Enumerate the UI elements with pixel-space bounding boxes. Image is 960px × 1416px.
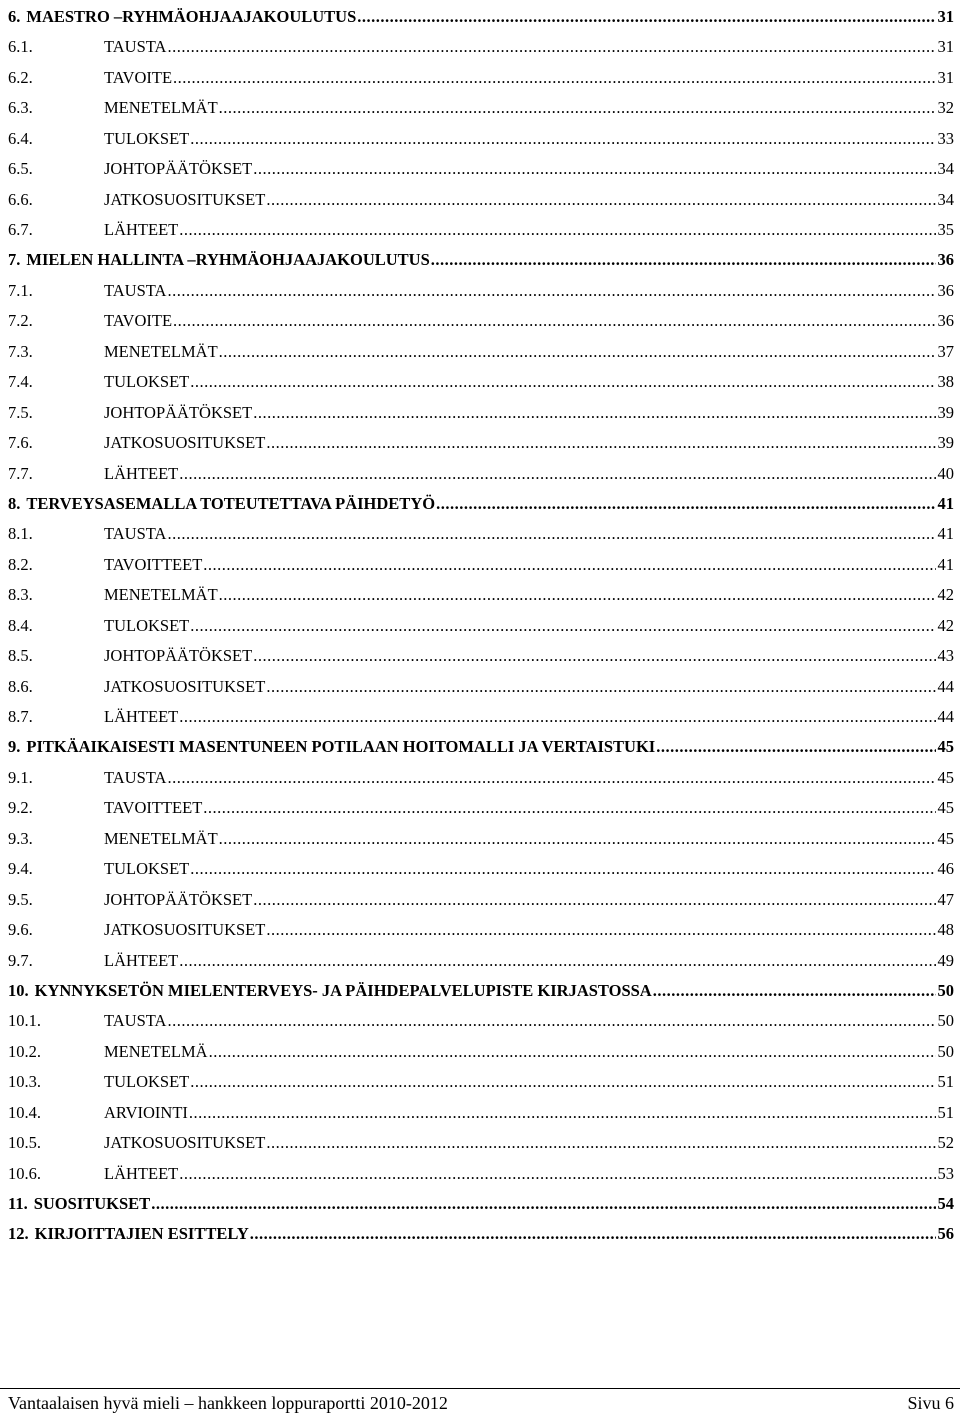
toc-entry-page: 53: [937, 1163, 954, 1183]
toc-section-entry[interactable]: [8, 639, 954, 669]
toc-entry-title: TULOKSET: [104, 128, 190, 148]
toc-entry-title: LÄHTEET: [104, 220, 179, 239]
toc-entry-title: MIELEN HALLINTA –RYHMÄOHJAAJAKOULUTUS: [26, 250, 430, 270]
toc-entry-page: 45: [937, 798, 954, 818]
toc-section-entry[interactable]: [8, 913, 954, 943]
toc-chapter-entry[interactable]: [8, 1218, 954, 1248]
toc-section-entry[interactable]: [8, 852, 954, 882]
toc-section-entry[interactable]: [8, 304, 954, 334]
toc-dot-leader: [202, 800, 935, 817]
toc-dot-leader: [189, 618, 935, 635]
toc-entry-page: 46: [937, 859, 954, 879]
toc-dot-leader: [150, 1196, 935, 1213]
toc-dot-leader: [218, 831, 936, 848]
toc-section-entry[interactable]: [8, 396, 954, 426]
toc-entry-number: 6.7.: [8, 220, 33, 239]
toc-entry-page: 51: [937, 1072, 954, 1092]
toc-dot-leader: [435, 496, 935, 513]
toc-entry-page: 54: [937, 1194, 954, 1213]
toc-entry-page: 42: [937, 585, 954, 605]
toc-dot-leader: [252, 892, 935, 909]
toc-entry-page: 36: [937, 280, 954, 300]
toc-section-entry[interactable]: [8, 365, 954, 395]
toc-section-entry[interactable]: [8, 426, 954, 456]
toc-entry-number: 9.1.: [8, 767, 33, 787]
toc-section-entry[interactable]: [8, 457, 954, 487]
toc-entry-title: MAESTRO –RYHMÄOHJAAJAKOULUTUS: [26, 6, 357, 26]
toc-entry-title: LÄHTEET: [104, 707, 179, 726]
toc-section-entry[interactable]: [8, 1065, 954, 1095]
toc-entry-title: MENETELMÄT: [104, 585, 218, 605]
toc-entry-number: 8.3.: [8, 585, 33, 605]
toc-entry-title: TAUSTA: [104, 524, 167, 544]
toc-entry-number: 7.1.: [8, 280, 33, 300]
toc-entry-number: 6.: [8, 6, 21, 26]
toc-entry-title: JATKOSUOSITUKSET: [104, 676, 266, 696]
toc-entry-page: 48: [937, 920, 954, 940]
toc-entry-title: JATKOSUOSITUKSET: [104, 920, 266, 940]
toc-dot-leader: [265, 192, 935, 209]
toc-dot-leader: [172, 70, 935, 87]
toc-dot-leader: [249, 1226, 936, 1243]
toc-entry-title: LÄHTEET: [104, 463, 179, 483]
toc-chapter-entry[interactable]: [8, 244, 954, 274]
toc-entry-page: 44: [937, 707, 954, 726]
toc-dot-leader: [188, 1105, 936, 1122]
toc-section-entry[interactable]: [8, 700, 954, 730]
toc-dot-leader: [189, 131, 935, 148]
toc-dot-leader: [189, 374, 935, 391]
toc-dot-leader: [252, 161, 935, 178]
toc-chapter-entry[interactable]: [8, 1187, 954, 1217]
toc-entry-page: 35: [937, 220, 954, 239]
toc-entry-number: 7.5.: [8, 402, 33, 422]
toc-section-entry[interactable]: [8, 61, 954, 91]
toc-entry-page: 39: [937, 433, 954, 453]
toc-section-entry[interactable]: [8, 183, 954, 213]
toc-entry-number: 7.3.: [8, 341, 33, 361]
toc-chapter-entry[interactable]: [8, 974, 954, 1004]
toc-entry-number: 10.5.: [8, 1133, 41, 1153]
toc-entry-title: JATKOSUOSITUKSET: [104, 189, 266, 209]
toc-entry-page: 31: [937, 67, 954, 87]
toc-chapter-entry[interactable]: [8, 0, 954, 30]
toc-entry-number: 8.5.: [8, 646, 33, 666]
toc-entry-number: 6.6.: [8, 189, 33, 209]
toc-dot-leader: [218, 344, 936, 361]
toc-dot-leader: [166, 526, 935, 543]
toc-entry-title: LÄHTEET: [104, 950, 179, 970]
toc-entry-title: JOHTOPÄÄTÖKSET: [104, 889, 253, 909]
toc-entry-title: KIRJOITTAJIEN ESITTELY: [34, 1224, 249, 1244]
toc-entry-title: MENETELMÄT: [104, 828, 218, 848]
toc-entry-page: 34: [937, 189, 954, 209]
toc-entry-title: TULOKSET: [104, 372, 190, 392]
toc-entry-page: 50: [937, 1011, 954, 1031]
toc-entry-number: 7.2.: [8, 311, 33, 331]
toc-entry-title: JATKOSUOSITUKSET: [104, 433, 266, 453]
toc-dot-leader: [189, 861, 935, 878]
toc-entry-title: TULOKSET: [104, 859, 190, 879]
toc-entry-number: 8.4.: [8, 615, 33, 635]
toc-section-entry[interactable]: [8, 822, 954, 852]
toc-entry-number: 10.1.: [8, 1011, 41, 1031]
toc-dot-leader: [265, 922, 935, 939]
toc-entry-page: 50: [937, 1041, 954, 1061]
toc-entry-title: TAVOITE: [104, 311, 173, 331]
toc-entry-number: 8.: [8, 493, 21, 513]
toc-section-entry[interactable]: [8, 122, 954, 152]
toc-section-entry[interactable]: [8, 1004, 954, 1034]
toc-entry-page: 44: [937, 676, 954, 696]
toc-entry-number: 9.: [8, 737, 21, 757]
toc-section-entry[interactable]: [8, 609, 954, 639]
toc-section-entry[interactable]: [8, 1096, 954, 1126]
toc-dot-leader: [172, 313, 935, 330]
toc-entry-title: TAUSTA: [104, 767, 167, 787]
toc-entry-number: 8.7.: [8, 707, 33, 726]
toc-entry-number: 7.7.: [8, 463, 33, 483]
toc-dot-leader: [178, 466, 935, 483]
toc-entry-number: 10.6.: [8, 1163, 41, 1183]
toc-dot-leader: [265, 679, 935, 696]
toc-dot-leader: [178, 1166, 935, 1183]
toc-dot-leader: [218, 587, 936, 604]
toc-entry-page: 37: [937, 341, 954, 361]
toc-entry-number: 6.4.: [8, 128, 33, 148]
toc-dot-leader: [178, 953, 935, 970]
toc-entry-page: 39: [937, 402, 954, 422]
toc-entry-page: 36: [937, 311, 954, 331]
toc-entry-page: 40: [937, 463, 954, 483]
toc-entry-title: TAVOITTEET: [104, 798, 203, 818]
toc-entry-page: 52: [937, 1133, 954, 1153]
toc-dot-leader: [166, 1013, 935, 1030]
toc-entry-number: 9.5.: [8, 889, 33, 909]
toc-section-entry[interactable]: [8, 670, 954, 700]
toc-entry-number: 12.: [8, 1224, 29, 1244]
toc-entry-number: 7.: [8, 250, 21, 270]
toc-section-entry[interactable]: [8, 213, 954, 243]
toc-dot-leader: [202, 557, 935, 574]
toc-section-entry[interactable]: [8, 91, 954, 121]
toc-entry-number: 9.4.: [8, 859, 33, 879]
toc-entry-page: 51: [937, 1102, 954, 1122]
toc-dot-leader: [356, 9, 935, 26]
toc-entry-number: 9.2.: [8, 798, 33, 818]
toc-entry-page: 41: [937, 493, 954, 513]
toc-entry-number: 11.: [8, 1194, 28, 1213]
toc-entry-page: 45: [937, 767, 954, 787]
toc-entry-page: 47: [937, 889, 954, 909]
toc-entry-title: JOHTOPÄÄTÖKSET: [104, 159, 253, 179]
toc-entry-title: TAVOITE: [104, 67, 173, 87]
toc-entry-title: TULOKSET: [104, 615, 190, 635]
toc-chapter-entry[interactable]: [8, 731, 954, 761]
footer-divider: [0, 1388, 960, 1389]
toc-entry-title: MENETELMÄT: [104, 98, 218, 118]
toc-entry-page: 31: [937, 37, 954, 57]
toc-entry-page: 43: [937, 646, 954, 666]
toc-entry-title: KYNNYKSETÖN MIELENTERVEYS- JA PÄIHDEPALVELUPISTE KIRJASTOSSA: [34, 980, 652, 1000]
toc-dot-leader: [218, 100, 936, 117]
toc-entry-title: TERVEYSASEMALLA TOTEUTETTAVA PÄIHDETYÖ: [26, 493, 436, 513]
toc-entry-number: 8.2.: [8, 554, 33, 574]
page-footer: [8, 1390, 954, 1416]
toc-entry-title: TAVOITTEET: [104, 554, 203, 574]
toc-entry-number: 10.2.: [8, 1041, 41, 1061]
toc-dot-leader: [265, 1135, 935, 1152]
toc-section-entry[interactable]: [8, 791, 954, 821]
toc-entry-page: 50: [937, 980, 954, 1000]
toc-entry-page: 31: [937, 6, 954, 26]
toc-entry-number: 6.2.: [8, 67, 33, 87]
toc-entry-page: 41: [937, 554, 954, 574]
toc-entry-title: TAUSTA: [104, 1011, 167, 1031]
toc-entry-title: LÄHTEET: [104, 1163, 179, 1183]
toc-dot-leader: [252, 648, 935, 665]
toc-entry-title: MENETELMÄ: [104, 1041, 208, 1061]
toc-dot-leader: [166, 283, 935, 300]
toc-entry-number: 7.6.: [8, 433, 33, 453]
toc-dot-leader: [189, 1074, 935, 1091]
toc-entry-page: 41: [937, 524, 954, 544]
toc-section-entry[interactable]: [8, 152, 954, 182]
toc-entry-page: 45: [937, 828, 954, 848]
toc-entry-page: 32: [937, 98, 954, 118]
toc-entry-title: SUOSITUKSET: [33, 1194, 151, 1213]
toc-dot-leader: [208, 1044, 936, 1061]
toc-entry-title: PITKÄAIKAISESTI MASENTUNEEN POTILAAN HOITOMALLI JA VERTAISTUKI: [26, 737, 656, 757]
toc-entry-title: JOHTOPÄÄTÖKSET: [104, 646, 253, 666]
toc-entry-number: 7.4.: [8, 372, 33, 392]
toc-entry-title: MENETELMÄT: [104, 341, 218, 361]
toc-section-entry[interactable]: [8, 30, 954, 60]
toc-entry-page: 56: [937, 1224, 954, 1244]
toc-entry-number: 6.1.: [8, 37, 33, 57]
toc-entry-number: 6.5.: [8, 159, 33, 179]
toc-entry-number: 8.6.: [8, 676, 33, 696]
toc-entry-title: TULOKSET: [104, 1072, 190, 1092]
toc-chapter-entry[interactable]: [8, 487, 954, 517]
toc-section-entry[interactable]: [8, 548, 954, 578]
toc-entry-number: 9.3.: [8, 828, 33, 848]
toc-section-entry[interactable]: [8, 883, 954, 913]
toc-entry-title: ARVIOINTI: [104, 1102, 188, 1122]
toc-dot-leader: [265, 435, 935, 452]
toc-entry-number: 10.4.: [8, 1102, 41, 1122]
toc-section-entry[interactable]: [8, 517, 954, 547]
toc-dot-leader: [430, 252, 936, 269]
toc-entry-page: 34: [937, 159, 954, 179]
toc-dot-leader: [178, 709, 935, 726]
toc-entry-page: 49: [937, 950, 954, 970]
toc-entry-page: 45: [937, 737, 954, 757]
toc-entry-title: JOHTOPÄÄTÖKSET: [104, 402, 253, 422]
toc-dot-leader: [178, 222, 935, 239]
toc-entry-page: 36: [937, 250, 954, 270]
toc-entry-title: JATKOSUOSITUKSET: [104, 1133, 266, 1153]
toc-entry-title: TAUSTA: [104, 280, 167, 300]
toc-dot-leader: [166, 39, 935, 56]
toc-dot-leader: [252, 405, 935, 422]
toc-section-entry[interactable]: [8, 274, 954, 304]
toc-entry-title: TAUSTA: [104, 37, 167, 57]
toc-dot-leader: [652, 983, 936, 1000]
table-of-contents: [8, 0, 954, 1248]
toc-section-entry[interactable]: [8, 335, 954, 365]
toc-entry-number: 6.3.: [8, 98, 33, 118]
toc-section-entry[interactable]: [8, 1035, 954, 1065]
footer-report-title: Vantaalaisen hyvä mieli – hankkeen loppuraportti 2010-2012: [8, 1392, 448, 1413]
toc-section-entry[interactable]: [8, 1126, 954, 1156]
toc-section-entry[interactable]: [8, 761, 954, 791]
toc-entry-page: 33: [937, 128, 954, 148]
toc-section-entry[interactable]: [8, 944, 954, 974]
toc-entry-number: 8.1.: [8, 524, 33, 544]
toc-entry-number: 9.7.: [8, 950, 33, 970]
toc-entry-number: 9.6.: [8, 920, 33, 940]
toc-section-entry[interactable]: [8, 1157, 954, 1187]
toc-entry-number: 10.3.: [8, 1072, 41, 1092]
toc-dot-leader: [166, 770, 935, 787]
toc-entry-page: 38: [937, 372, 954, 392]
toc-entry-number: 10.: [8, 980, 29, 1000]
toc-section-entry[interactable]: [8, 578, 954, 608]
toc-dot-leader: [655, 739, 935, 756]
toc-entry-page: 42: [937, 615, 954, 635]
footer-page-number: Sivu 6: [907, 1392, 954, 1413]
